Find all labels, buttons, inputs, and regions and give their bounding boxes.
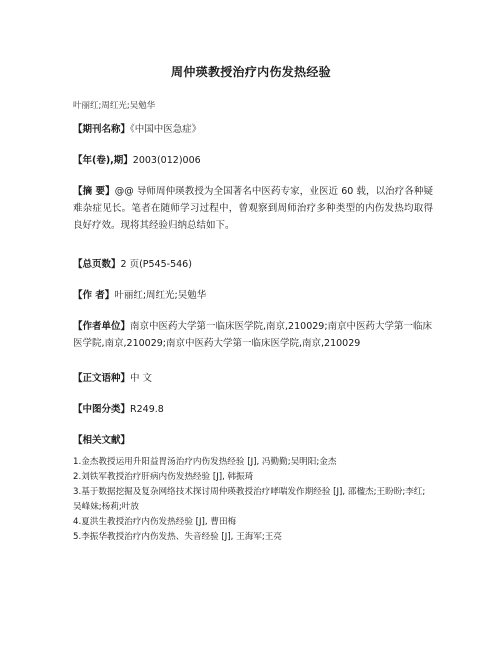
affiliation-field (73, 318, 433, 352)
document-title: 周仲瑛教授治疗内伤发热经验 (171, 65, 331, 79)
abstract-label: 【摘 要】 (73, 186, 115, 197)
affiliation-label: 【作者单位】 (73, 321, 131, 332)
reference-item[interactable]: 3.基于数据挖掘及复杂网络技术探讨周仲瑛教授治疗哮喘发作期经验 [J], 邵楹杰;王盼盼;李红;吴峰妹;杨莉;叶放 (73, 487, 426, 512)
pages-value: 2 页(P545-546) (120, 259, 192, 270)
year-issue-field (73, 152, 433, 169)
authors-field (73, 287, 433, 304)
abstract-field (73, 183, 433, 234)
pages-field (73, 256, 433, 273)
authors-label: 【作 者】 (73, 290, 115, 301)
related-label: 【相关文献】 (73, 435, 131, 446)
journal-field (73, 121, 433, 138)
journal-label: 【期刊名称】 (73, 124, 131, 135)
classification-field (73, 401, 433, 418)
pages-label: 【总页数】 (73, 259, 121, 270)
affiliation-value: 南京中医药大学第一临床医学院,南京,210029;南京中医药大学第一临床医学院,南京,210029;南京中医药大学第一临床医学院,南京,210029 (73, 321, 433, 349)
journal-value: 《中国中医急症》 (130, 124, 202, 135)
reference-item[interactable]: 5.李振华教授治疗内伤发热、失音经验 [J], 王海军;王亮 (73, 532, 282, 542)
year-issue-value: 2003(012)006 (132, 155, 201, 166)
abstract-value: @@ 导师周仲瑛教授为全国著名中医药专家，业医近 60 载，以治疗各种疑难杂症见长。笔者在随师学习过程中，曾观察到周师治疗多种类型的内伤发热均取得良好疗效。现将其经验归纳总结如下。 (73, 186, 433, 231)
reference-list (73, 455, 433, 545)
classification-value: R249.8 (130, 404, 164, 415)
related-field (73, 432, 433, 449)
language-value: 中 文 (130, 373, 153, 384)
reference-item[interactable]: 2.刘铁军教授治疗肝病内伤发热经验 [J], 韩振琦 (73, 472, 254, 482)
authors-value: 叶丽红;周红光;吴勉华 (114, 290, 207, 301)
classification-label: 【中图分类】 (73, 404, 131, 415)
author-line: 叶丽红;周红光;吴勉华 (73, 101, 156, 111)
year-issue-label: 【年(卷),期】 (73, 155, 133, 166)
reference-item[interactable]: 4.夏洪生教授治疗内伤发热经验 [J], 曹田梅 (73, 517, 237, 527)
language-label: 【正文语种】 (73, 373, 131, 384)
reference-item[interactable]: 1.金杰教授运用升阳益胃汤治疗内伤发热经验 [J], 冯勤勤;吴明阳;金杰 (73, 457, 337, 467)
language-field (73, 370, 433, 387)
